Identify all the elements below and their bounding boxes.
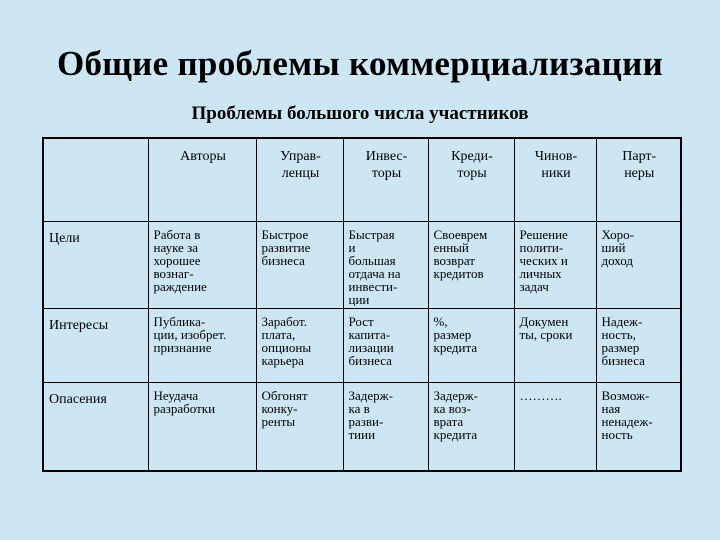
- column-header-officials: Чинов- ники: [514, 138, 596, 221]
- column-header-creditors: Креди- торы: [428, 138, 514, 221]
- table-row: [43, 308, 681, 382]
- table-header-row: [43, 138, 681, 221]
- table-cell: Обгонят конку- ренты: [256, 382, 343, 471]
- column-header-managers: Управ- ленцы: [256, 138, 343, 221]
- table-cell: Задерж- ка в разви- тиии: [343, 382, 428, 471]
- table-cell: Заработ. плата, опционы карьера: [256, 308, 343, 382]
- participants-table: [42, 137, 682, 472]
- table-cell: Быстрая и большая отдача на инвести- ции: [343, 221, 428, 308]
- table-cell: ……….: [514, 382, 596, 471]
- column-header-authors: Авторы: [148, 138, 256, 221]
- row-label-concerns: Опасения: [43, 382, 148, 471]
- table-cell: Быстрое развитие бизнеса: [256, 221, 343, 308]
- table-cell: Докумен ты, сроки: [514, 308, 596, 382]
- row-label-goals: Цели: [43, 221, 148, 308]
- table-row: [43, 382, 681, 471]
- slide-subtitle: Проблемы большого числа участников: [191, 103, 529, 124]
- row-label-interests: Интересы: [43, 308, 148, 382]
- slide-title: Общие проблемы коммерциализации: [56, 44, 664, 83]
- table-cell: Публика- ции, изобрет. признание: [148, 308, 256, 382]
- table-cell: Неудача разработки: [148, 382, 256, 471]
- column-header-partners: Парт- неры: [596, 138, 681, 221]
- table-row: [43, 221, 681, 308]
- table-cell: Хоро- ший доход: [596, 221, 681, 308]
- table-cell: Работа в науке за хорошее вознаг- раждение: [148, 221, 256, 308]
- table-cell: Надеж- ность, размер бизнеса: [596, 308, 681, 382]
- table-cell: %, размер кредита: [428, 308, 514, 382]
- table-cell: Своеврем енный возврат кредитов: [428, 221, 514, 308]
- table-cell: Возмож- ная ненадеж- ность: [596, 382, 681, 471]
- table-cell: Задерж- ка воз- врата кредита: [428, 382, 514, 471]
- column-header-investors: Инвес- торы: [343, 138, 428, 221]
- table-cell: Решение полити- ческих и личных задач: [514, 221, 596, 308]
- table-cell: Рост капита- лизации бизнеса: [343, 308, 428, 382]
- table-corner-cell: [43, 138, 148, 221]
